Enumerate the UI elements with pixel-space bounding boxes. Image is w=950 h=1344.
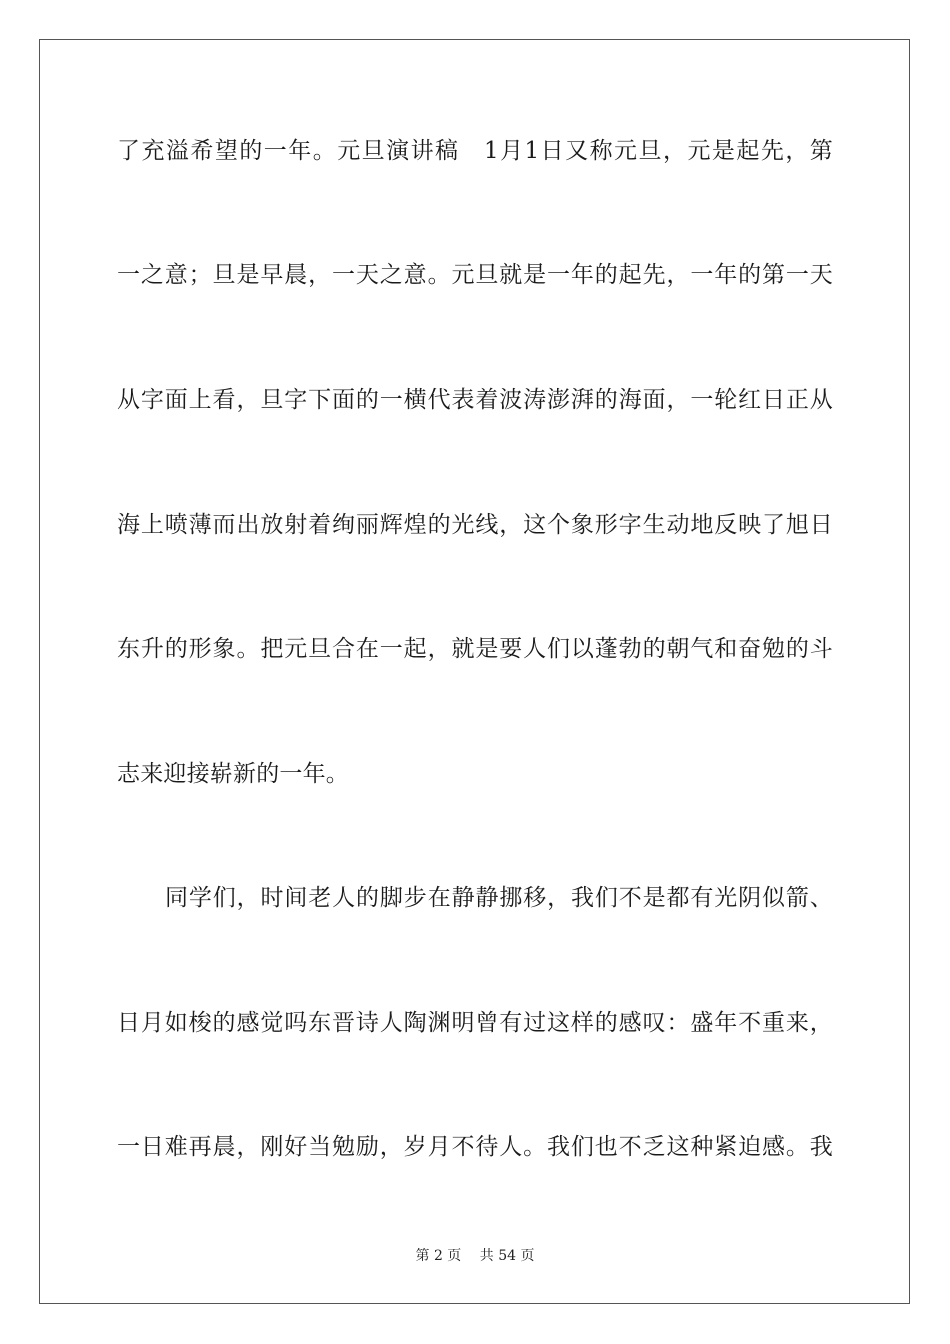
text-line-9: 一日难再晨，刚好当勉励，岁月不待人。我们也不乏这种紧迫感。我 — [117, 1134, 833, 1160]
text-line-5: 东升的形象。把元旦合在一起，就是要人们以蓬勃的朝气和奋勉的斗 — [117, 636, 833, 662]
text-line-4: 海上喷薄而出放射着绚丽辉煌的光线，这个象形字生动地反映了旭日 — [117, 512, 833, 538]
page-number-footer: 第 2 页 共 54 页 — [415, 1248, 535, 1264]
text-line-8: 日月如梭的感觉吗东晋诗人陶渊明曾有过这样的感叹：盛年不重来， — [117, 1010, 833, 1036]
text-line-1: 了充溢希望的一年。元旦演讲稿 1月1日又称元旦，元是起先，第 — [117, 138, 833, 164]
text-line-7: 同学们，时间老人的脚步在静静挪移，我们不是都有光阴似箭、 — [165, 885, 833, 911]
text-line-6: 志来迎接崭新的一年。 — [117, 761, 349, 787]
text-line-3: 从字面上看，旦字下面的一横代表着波涛澎湃的海面，一轮红日正从 — [117, 387, 833, 413]
page-border — [39, 39, 910, 1304]
text-line-2: 一之意；旦是早晨，一天之意。元旦就是一年的起先，一年的第一天 — [117, 262, 833, 288]
